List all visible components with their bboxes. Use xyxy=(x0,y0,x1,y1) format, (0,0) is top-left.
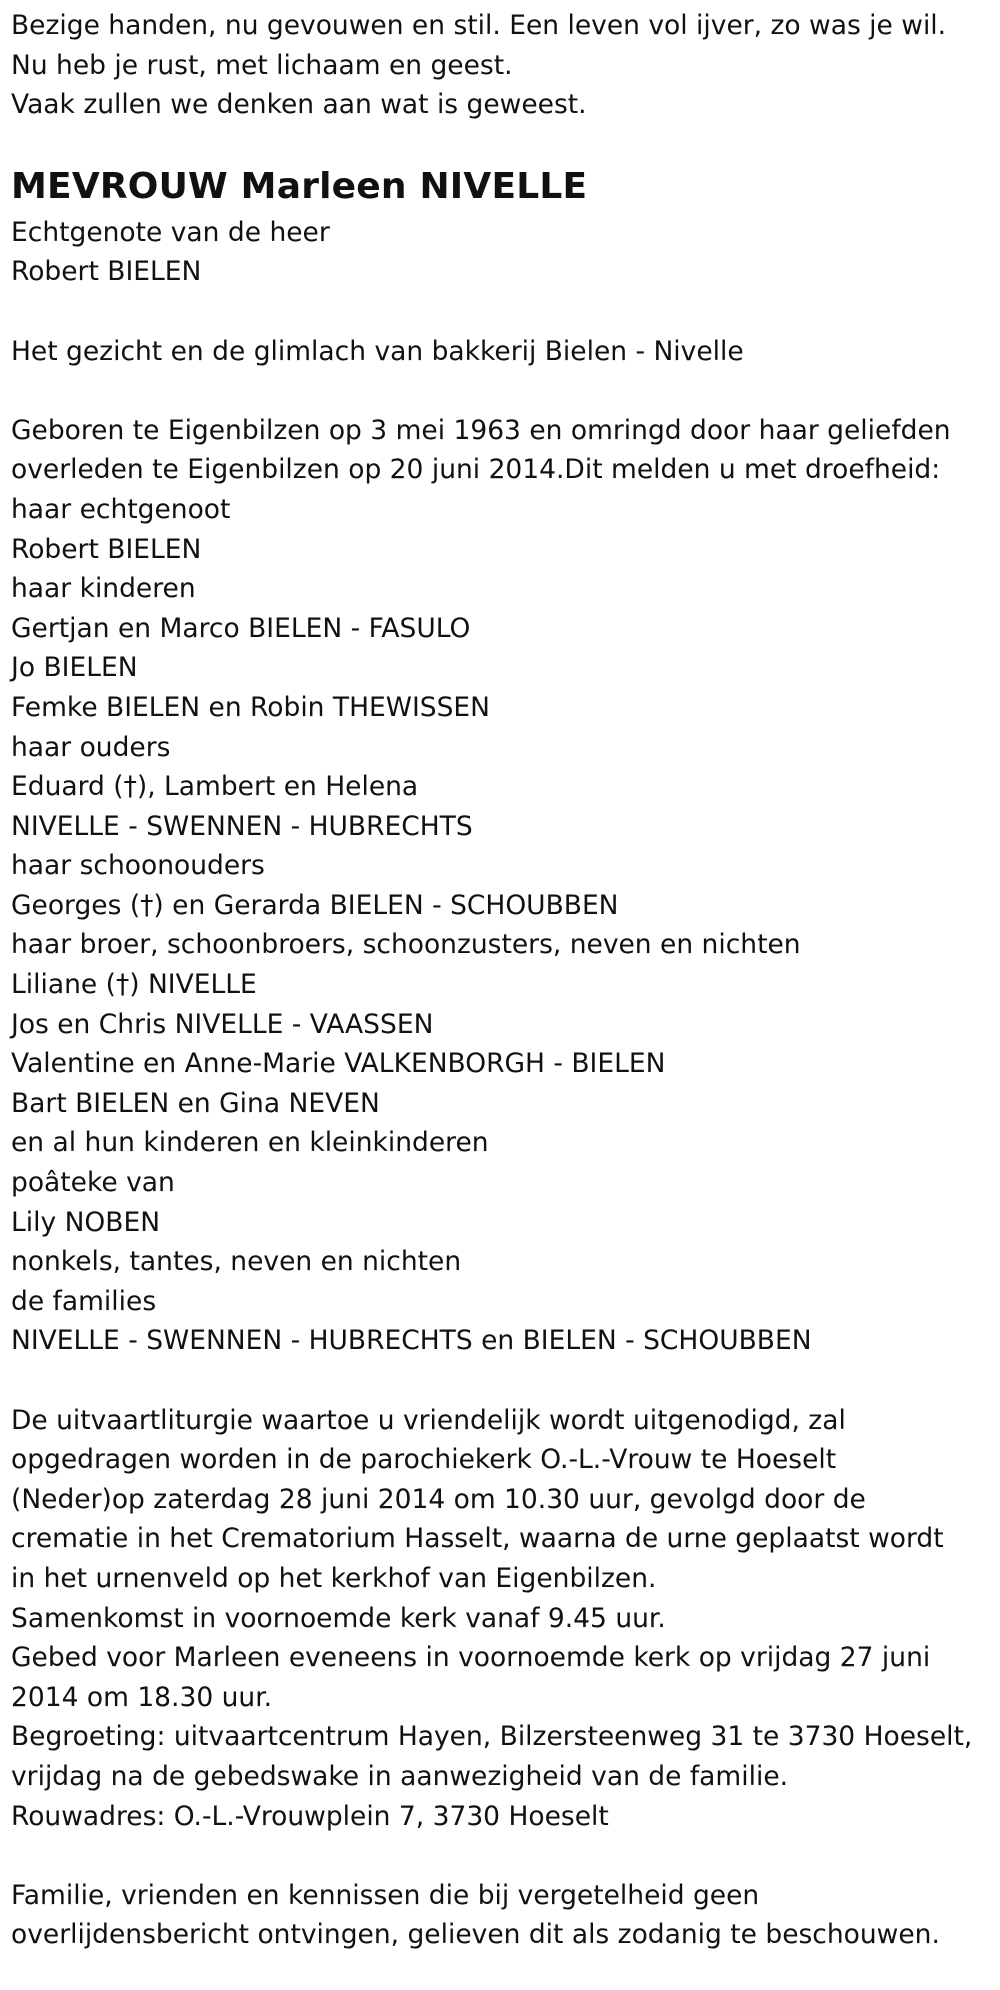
announcement-line: NIVELLE - SWENNEN - HUBRECHTS xyxy=(11,810,473,842)
funeral-line: Begroeting: uitvaartcentrum Hayen, Bilzersteenweg 31 te 3730 Hoeselt, xyxy=(11,1721,973,1753)
funeral-line: 2014 om 18.30 uur. xyxy=(11,1681,273,1713)
announcement-line: Geboren te Eigenbilzen op 3 mei 1963 en omringd door haar geliefden xyxy=(11,414,951,446)
announcement-block xyxy=(11,411,991,1361)
spacer xyxy=(11,1361,991,1401)
announcement-line: poâteke van xyxy=(11,1167,175,1199)
announcement-line: Valentine en Anne-Marie VALKENBORGH - BIELEN xyxy=(11,1048,666,1080)
funeral-line: De uitvaartliturgie waartoe u vriendelijk wordt uitgenodigd, zal xyxy=(11,1404,846,1436)
announcement-line: nonkels, tantes, neven en nichten xyxy=(11,1246,462,1278)
announcement-line: Bart BIELEN en Gina NEVEN xyxy=(11,1087,380,1119)
funeral-line: Gebed voor Marleen eveneens in voornoemde kerk op vrijdag 27 juni xyxy=(11,1642,931,1674)
announcement-line: haar kinderen xyxy=(11,573,196,605)
funeral-line: Rouwadres: O.-L.-Vrouwplein 7, 3730 Hoeselt xyxy=(11,1800,609,1832)
announcement-line: Liliane (†) NIVELLE xyxy=(11,969,257,1001)
announcement-line: haar schoonouders xyxy=(11,850,265,882)
announcement-line: de families xyxy=(11,1285,157,1317)
announcement-line: Gertjan en Marco BIELEN - FASULO xyxy=(11,612,471,644)
announcement-line: Georges (†) en Gerarda BIELEN - SCHOUBBEN xyxy=(11,889,619,921)
funeral-line: (Neder)op zaterdag 28 juni 2014 om 10.30 uur, gevolgd door de xyxy=(11,1483,866,1515)
funeral-line: Samenkomst in voornoemde kerk vanaf 9.45 uur. xyxy=(11,1602,666,1634)
announcement-line: Lily NOBEN xyxy=(11,1206,161,1238)
spacer xyxy=(11,1836,991,1876)
obituary-text xyxy=(11,6,991,1955)
closing-block xyxy=(11,1876,991,1955)
spouse-block xyxy=(11,213,991,292)
poem-line: Vaak zullen we denken aan wat is geweest. xyxy=(11,89,587,121)
announcement-line: Jo BIELEN xyxy=(11,652,138,684)
spouse-line: Echtgenote van de heer xyxy=(11,216,330,248)
poem-block xyxy=(11,6,991,125)
spacer xyxy=(11,371,991,411)
announcement-line: overleden te Eigenbilzen op 20 juni 2014.Dit melden u met droefheid: xyxy=(11,454,941,486)
announcement-line: haar broer, schoonbroers, schoonzusters, neven en nichten xyxy=(11,929,801,961)
announcement-line: NIVELLE - SWENNEN - HUBRECHTS en BIELEN - SCHOUBBEN xyxy=(11,1325,812,1357)
funeral-line: crematie in het Crematorium Hasselt, waarna de urne geplaatst wordt xyxy=(11,1523,944,1555)
announcement-line: haar ouders xyxy=(11,731,171,763)
announcement-line: en al hun kinderen en kleinkinderen xyxy=(11,1127,489,1159)
tagline: Het gezicht en de glimlach van bakkerij Bielen - Nivelle xyxy=(11,335,744,367)
closing-line: overlijdensbericht ontvingen, gelieven dit als zodanig te beschouwen. xyxy=(11,1919,940,1951)
poem-line: Nu heb je rust, met lichaam en geest. xyxy=(11,49,513,81)
announcement-line: Femke BIELEN en Robin THEWISSEN xyxy=(11,691,490,723)
poem-line: Bezige handen, nu gevouwen en stil. Een leven vol ijver, zo was je wil. xyxy=(11,10,947,41)
announcement-line: haar echtgenoot xyxy=(11,493,231,525)
deceased-name: MEVROUW Marleen NIVELLE xyxy=(11,165,588,207)
funeral-line: opgedragen worden in de parochiekerk O.-L.-Vrouw te Hoeselt xyxy=(11,1444,837,1476)
closing-line: Familie, vrienden en kennissen die bij vergetelheid geen xyxy=(11,1879,760,1911)
announcement-line: Robert BIELEN xyxy=(11,533,202,565)
announcement-line: Jos en Chris NIVELLE - VAASSEN xyxy=(11,1008,434,1040)
funeral-details-block xyxy=(11,1401,991,1837)
funeral-line: vrijdag na de gebedswake in aanwezigheid van de familie. xyxy=(11,1760,789,1792)
spouse-line: Robert BIELEN xyxy=(11,256,202,288)
funeral-line: in het urnenveld op het kerkhof van Eigenbilzen. xyxy=(11,1562,657,1594)
spacer xyxy=(11,292,991,332)
announcement-line: Eduard (†), Lambert en Helena xyxy=(11,771,419,803)
